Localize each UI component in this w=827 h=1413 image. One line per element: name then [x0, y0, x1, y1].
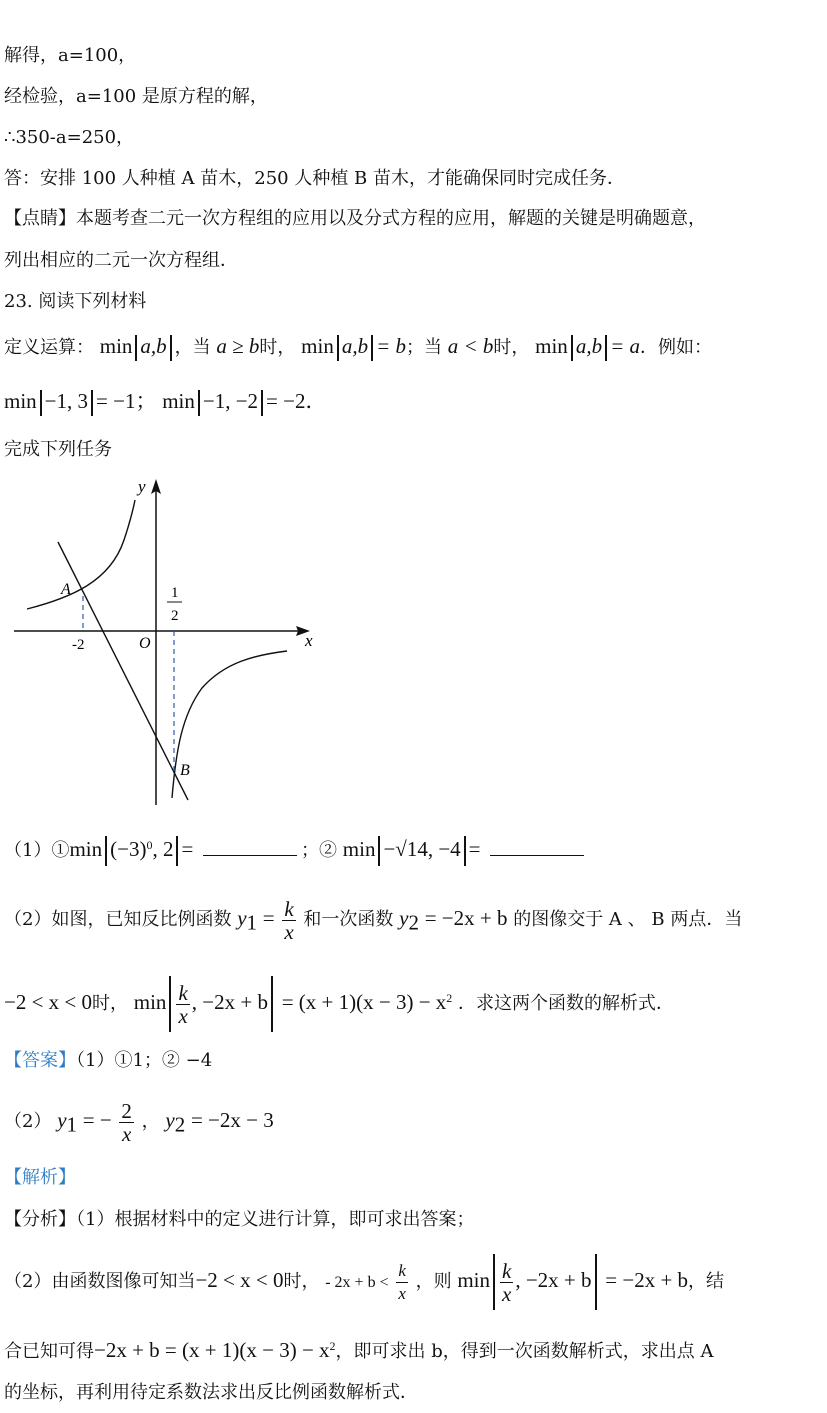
line-check: 经检验，a=100 是原方程的解，: [4, 86, 268, 107]
definition-line: 定义运算： min a,b ，当 a ≥ b时， min a,b = b；当 a < b时， min a,b = a．例如：: [4, 334, 712, 361]
analysis-line-2: （2）由函数图像可知当−2 < x < 0时， - 2x + b < $\frac{k}{x}$ ，则 min $\frac{k}{x}$ , −2x + b = −2x + b，结: [4, 1252, 724, 1311]
tick-label-half-num: 1: [171, 585, 179, 601]
y-axis-label: y: [138, 477, 146, 496]
line-solution-a: 解得，a=100，: [4, 45, 137, 66]
analysis-line-1: 【分析】（1）根据材料中的定义进行计算，即可求出答案；: [4, 1209, 475, 1230]
answer-line-2: （2） $y_1$ = − $\frac{2}{x}$ ， $y_2 = -2x - 3$: [4, 1098, 274, 1146]
analysis-line-3: 合已知可得$-2x + b = (x + 1)(x - 3) - x^2$，即可求出 b，得到一次函数解析式，求出点 A: [4, 1338, 714, 1362]
blank-2[interactable]: [490, 855, 584, 856]
line-answer-prev: 答：安排 100 人种植 A 苗木，250 人种植 B 苗木，才能确保同时完成任务．: [4, 168, 625, 189]
function-graph: [0, 470, 320, 810]
task-heading: 完成下列任务: [4, 439, 112, 460]
blank-1[interactable]: [203, 855, 297, 856]
line-comment-cont: 列出相应的二元一次方程组．: [4, 250, 238, 271]
x-axis-label: x: [305, 631, 313, 650]
answer-tag: 【答案】: [4, 1050, 76, 1071]
question-2: （2）如图，已知反比例函数 $y_1$ = $\frac{k}{x}$ 和一次函数 $y_2 = -2x + b$ 的图像交于 A 、 B 两点．当: [4, 896, 743, 944]
tick-label-half-den: 2: [171, 608, 179, 624]
origin-label: O: [139, 635, 151, 652]
linear-function-line: [58, 542, 188, 800]
example-line: min −1, 3 = −1； min −1, −2 = −2．: [4, 389, 326, 416]
answer-line-1: 【答案】（1）①1；② −4: [4, 1050, 213, 1071]
analysis-line-4: 的坐标，再利用待定系数法求出反比例函数解析式．: [4, 1382, 418, 1403]
tick-label-minus-2: -2: [72, 637, 85, 653]
question-2-cont: −2 < x < 0时， min $\frac{k}{x}$ , $-2x + b = (x + 1)(x - 3) - x^2$ ．求这两个函数的解析式．: [4, 970, 674, 1032]
question-23-title: 23. 阅读下列材料: [4, 291, 147, 312]
line-therefore: ∴350-a=250，: [4, 127, 135, 148]
line-comment: 【点睛】本题考查二元一次方程组的应用以及分式方程的应用，解题的关键是明确题意，: [4, 208, 706, 229]
hyperbola-left-branch: [27, 500, 135, 609]
question-1: （1）①min $(-3)^0$, 2 = ；② min −√14, −4 =: [4, 833, 588, 866]
point-a-label: A: [61, 581, 71, 598]
point-b-label: B: [180, 762, 190, 779]
analysis-tag: 【解析】: [4, 1167, 76, 1188]
